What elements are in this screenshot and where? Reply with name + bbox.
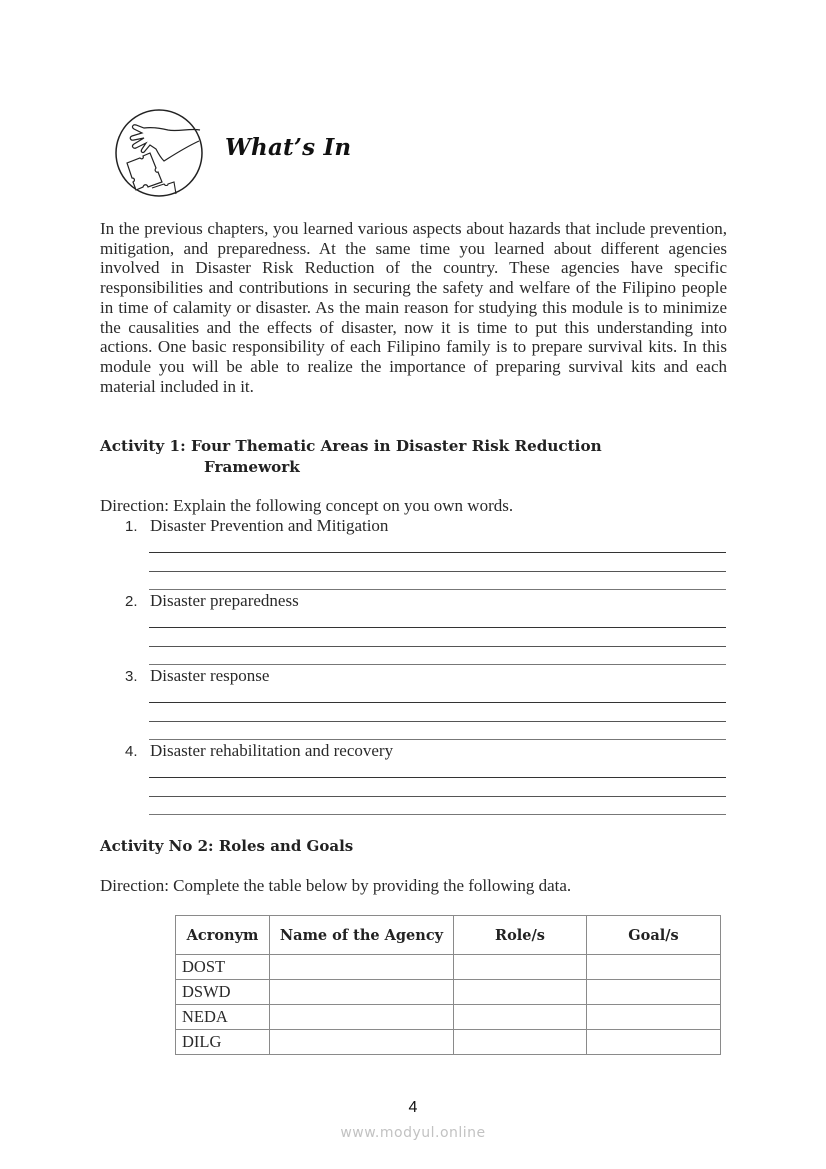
item-label: Disaster preparedness (150, 591, 299, 610)
answer-line[interactable] (149, 646, 726, 647)
item-label: Disaster Prevention and Mitigation (150, 516, 389, 535)
answer-line[interactable] (149, 552, 726, 553)
cell-roles[interactable] (454, 1030, 587, 1055)
activity-2-direction: Direction: Complete the table below by providing the following data. (100, 876, 572, 895)
activity-1-title (100, 436, 602, 478)
cell-roles[interactable] (454, 955, 587, 980)
activity-1-direction: Direction: Explain the following concept on you own words. (100, 496, 514, 515)
concept-item-4 (125, 741, 393, 761)
answer-line[interactable] (149, 777, 726, 778)
header-agency-name: Name of the Agency (270, 916, 454, 955)
answer-line[interactable] (149, 627, 726, 628)
concept-item-2 (125, 591, 299, 611)
cell-agency-name[interactable] (270, 955, 454, 980)
answer-line[interactable] (149, 702, 726, 703)
item-number: 3. (125, 668, 138, 685)
table-row (176, 980, 721, 1005)
page-number: 4 (408, 1099, 418, 1116)
cell-acronym: DOST (176, 955, 270, 980)
roles-goals-table (175, 915, 721, 1055)
cell-goals[interactable] (587, 980, 721, 1005)
item-label: Disaster rehabilitation and recovery (150, 741, 394, 760)
answer-line[interactable] (149, 721, 726, 722)
concept-item-1 (125, 516, 388, 536)
header-goals: Goal/s (587, 916, 721, 955)
item-label: Disaster response (150, 666, 270, 685)
activity-1-title-line-1: Activity 1: Four Thematic Areas in Disaster Risk Reduction (100, 437, 602, 455)
cell-roles[interactable] (454, 1005, 587, 1030)
section-title: What’s In (225, 134, 352, 161)
activity-1-title-line-2: Framework (204, 458, 300, 476)
table-row (176, 1030, 721, 1055)
answer-line[interactable] (149, 739, 726, 740)
answer-line[interactable] (149, 664, 726, 665)
cell-acronym: NEDA (176, 1005, 270, 1030)
answer-line[interactable] (149, 814, 726, 815)
header-acronym: Acronym (176, 916, 270, 955)
intro-paragraph: In the previous chapters, you learned various aspects about hazards that include prevention, mitigation, and preparedness. At the same time you learned about different agencies involved in Disaster Risk Reduction of the country. These agencies have specific responsibilities and contributions in securing the safety and welfare of the Filipino people in time of calamity or disaster. As the main reason for studying this module is to minimize the causalities and the effects of disaster, now it is time to put this understanding into actions. One basic responsibility of each Filipino family is to prepare survival kits. In this module you will be able to realize the importance of preparing survival kits and each material included in it. (100, 219, 727, 396)
cell-goals[interactable] (587, 1030, 721, 1055)
item-number: 2. (125, 593, 138, 610)
cell-acronym: DSWD (176, 980, 270, 1005)
cell-agency-name[interactable] (270, 1005, 454, 1030)
hand-puzzle-piece-icon (112, 108, 206, 198)
item-number: 1. (125, 518, 138, 535)
table-row (176, 955, 721, 980)
watermark: www.modyul.online (340, 1125, 486, 1141)
cell-goals[interactable] (587, 955, 721, 980)
table-row (176, 1005, 721, 1030)
answer-line[interactable] (149, 796, 726, 797)
answer-line[interactable] (149, 589, 726, 590)
activity-2-title: Activity No 2: Roles and Goals (100, 837, 354, 855)
header-roles: Role/s (454, 916, 587, 955)
cell-roles[interactable] (454, 980, 587, 1005)
answer-line[interactable] (149, 571, 726, 572)
cell-agency-name[interactable] (270, 980, 454, 1005)
cell-goals[interactable] (587, 1005, 721, 1030)
table-header-row (176, 916, 721, 955)
cell-agency-name[interactable] (270, 1030, 454, 1055)
concept-item-3 (125, 666, 269, 686)
cell-acronym: DILG (176, 1030, 270, 1055)
item-number: 4. (125, 743, 138, 760)
